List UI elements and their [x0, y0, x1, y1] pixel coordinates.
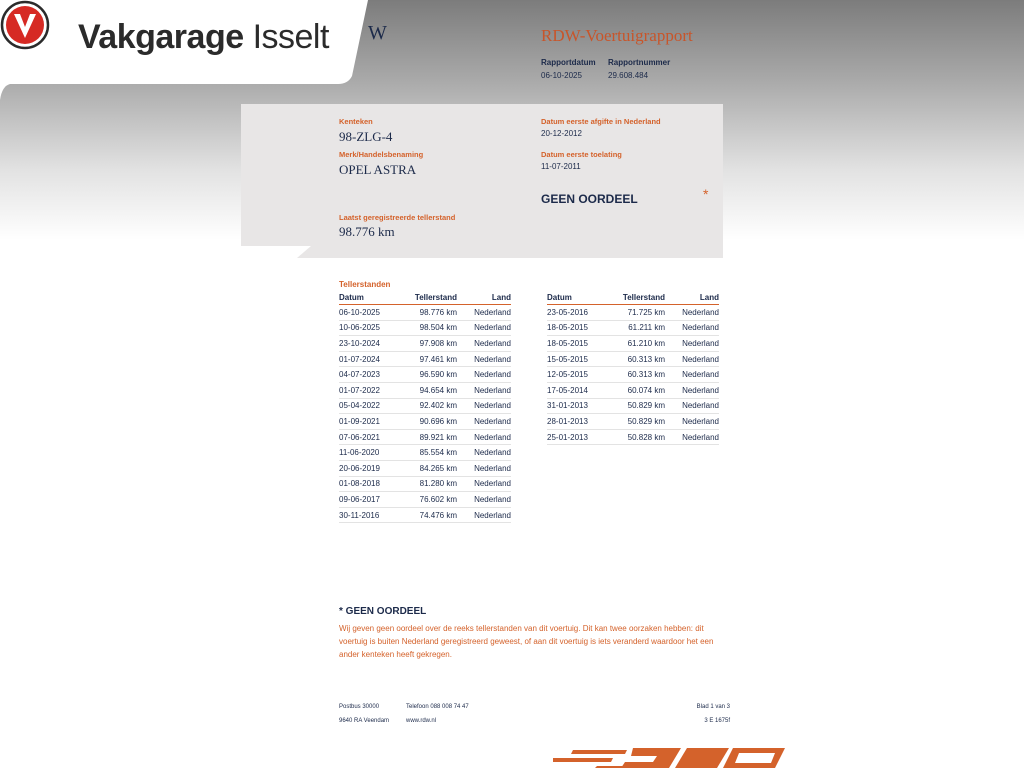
column-header-country: Land	[665, 292, 719, 305]
table-row	[547, 305, 719, 321]
table-row	[547, 429, 719, 445]
cell-date: 23-05-2016	[547, 305, 619, 321]
table-row	[547, 351, 719, 367]
table-row	[339, 320, 511, 336]
cell-date: 20-06-2019	[339, 460, 411, 476]
cell-reading: 74.476 km	[411, 507, 457, 523]
cell-reading: 76.602 km	[411, 492, 457, 508]
plate-value: 98-ZLG-4	[339, 129, 393, 144]
table-row	[339, 460, 511, 476]
cell-country: Nederland	[457, 336, 511, 352]
verdict-asterisk: *	[703, 186, 709, 202]
cell-country: Nederland	[457, 398, 511, 414]
rdw-stripes-logo-icon	[553, 746, 785, 768]
cell-country: Nederland	[665, 351, 719, 367]
logo-banner	[0, 0, 370, 100]
cell-country: Nederland	[665, 382, 719, 398]
cell-reading: 61.211 km	[619, 320, 665, 336]
cell-reading: 50.828 km	[619, 429, 665, 445]
note-text: Wij geven geen oordeel over de reeks tellerstanden van dit voertuig. Dit kan twee oorzaken hebben: dit voertuig is buiten Nederland geregistreerd geweest, of aan dit voertuig is iets veranderd waardoor het een ander kenteken heeft gekregen.	[339, 624, 714, 659]
cell-date: 18-05-2015	[547, 336, 619, 352]
last-odometer-value: 98.776 km	[339, 224, 395, 239]
make-label: Merk/Handelsbenaming	[339, 150, 424, 159]
cell-date: 15-05-2015	[547, 351, 619, 367]
table-row	[339, 305, 511, 321]
footer-code: 3 E 1675f	[704, 718, 730, 724]
cell-date: 06-10-2025	[339, 305, 411, 321]
card-corner-fold	[241, 246, 311, 260]
cell-country: Nederland	[665, 320, 719, 336]
footer-page-number: Blad 1 van 3	[696, 704, 730, 710]
first-admission-label: Datum eerste toelating	[541, 150, 622, 159]
report-number-label: Rapportnummer	[608, 58, 671, 67]
cell-reading: 98.504 km	[411, 320, 457, 336]
column-header-reading: Tellerstand	[619, 292, 665, 305]
table-row	[339, 476, 511, 492]
cell-country: Nederland	[665, 429, 719, 445]
cell-reading: 85.554 km	[411, 445, 457, 461]
cell-country: Nederland	[665, 367, 719, 383]
cell-reading: 89.921 km	[411, 429, 457, 445]
cell-reading: 92.402 km	[411, 398, 457, 414]
cell-reading: 61.210 km	[619, 336, 665, 352]
cell-date: 31-01-2013	[547, 398, 619, 414]
footer-address-line-1: Postbus 30000	[339, 704, 380, 710]
column-header-country: Land	[457, 292, 511, 305]
cell-country: Nederland	[457, 476, 511, 492]
cell-date: 01-09-2021	[339, 414, 411, 430]
cell-date: 30-11-2016	[339, 507, 411, 523]
first-registration-nl-value: 20-12-2012	[541, 129, 582, 138]
footer-phone: Telefoon 088 008 74 47	[406, 704, 469, 710]
cell-date: 09-06-2017	[339, 492, 411, 508]
column-header-reading: Tellerstand	[411, 292, 457, 305]
table-row	[339, 382, 511, 398]
first-admission-value: 11-07-2011	[541, 162, 581, 171]
cell-country: Nederland	[457, 382, 511, 398]
table-row	[339, 492, 511, 508]
cell-country: Nederland	[665, 305, 719, 321]
plate-label: Kenteken	[339, 117, 373, 126]
cell-date: 01-08-2018	[339, 476, 411, 492]
odometer-table-left	[339, 292, 511, 523]
cell-date: 12-05-2015	[547, 367, 619, 383]
cell-date: 11-06-2020	[339, 445, 411, 461]
odometer-section-title: Tellerstanden	[339, 280, 391, 289]
table-row	[547, 320, 719, 336]
table-row	[547, 414, 719, 430]
table-header-row	[547, 292, 719, 305]
footer-website[interactable]: www.rdw.nl	[406, 718, 437, 724]
cell-date: 25-01-2013	[547, 429, 619, 445]
footer-address-line-2: 9640 RA Veendam	[339, 718, 390, 724]
table-row	[339, 414, 511, 430]
cell-date: 01-07-2024	[339, 351, 411, 367]
cell-country: Nederland	[457, 367, 511, 383]
cell-country: Nederland	[457, 305, 511, 321]
table-row	[339, 351, 511, 367]
cell-reading: 71.725 km	[619, 305, 665, 321]
table-row	[339, 507, 511, 523]
cell-reading: 98.776 km	[411, 305, 457, 321]
cell-country: Nederland	[457, 445, 511, 461]
cell-reading: 50.829 km	[619, 398, 665, 414]
cell-date: 17-05-2014	[547, 382, 619, 398]
table-row	[547, 367, 719, 383]
cell-date: 04-07-2023	[339, 367, 411, 383]
make-value: OPEL ASTRA	[339, 162, 417, 177]
table-row	[547, 336, 719, 352]
cell-country: Nederland	[457, 492, 511, 508]
cell-date: 05-04-2022	[339, 398, 411, 414]
last-odometer-label: Laatst geregistreerde tellerstand	[339, 213, 456, 222]
cell-reading: 81.280 km	[411, 476, 457, 492]
cell-country: Nederland	[665, 336, 719, 352]
report-date-label: Rapportdatum	[541, 58, 596, 67]
cell-date: 28-01-2013	[547, 414, 619, 430]
verdict-text: GEEN OORDEEL	[541, 192, 638, 206]
table-row	[339, 398, 511, 414]
cell-country: Nederland	[457, 320, 511, 336]
cell-date: 18-05-2015	[547, 320, 619, 336]
cell-reading: 50.829 km	[619, 414, 665, 430]
table-row	[339, 336, 511, 352]
cell-reading: 60.313 km	[619, 351, 665, 367]
report-title: RDW-Voertuigrapport	[541, 26, 693, 45]
table-header-row	[339, 292, 511, 305]
vakgarage-logo-icon	[0, 0, 50, 50]
table-row	[339, 429, 511, 445]
report-number-value: 29.608.484	[608, 71, 649, 80]
odometer-table-right	[547, 292, 719, 445]
cell-reading: 97.461 km	[411, 351, 457, 367]
cell-country: Nederland	[457, 507, 511, 523]
table-row	[547, 398, 719, 414]
cell-country: Nederland	[457, 414, 511, 430]
cell-date: 10-06-2025	[339, 320, 411, 336]
cell-country: Nederland	[457, 460, 511, 476]
column-header-date: Datum	[339, 292, 411, 305]
logo-wordmark: Vakgarage Isselt	[78, 18, 329, 56]
cell-date: 01-07-2022	[339, 382, 411, 398]
cell-date: 07-06-2021	[339, 429, 411, 445]
cell-date: 23-10-2024	[339, 336, 411, 352]
cell-reading: 60.074 km	[619, 382, 665, 398]
table-row	[339, 367, 511, 383]
first-registration-nl-label: Datum eerste afgifte in Nederland	[541, 117, 661, 126]
column-header-date: Datum	[547, 292, 619, 305]
cell-reading: 97.908 km	[411, 336, 457, 352]
table-row	[339, 445, 511, 461]
cell-reading: 94.654 km	[411, 382, 457, 398]
cell-reading: 84.265 km	[411, 460, 457, 476]
table-row	[547, 382, 719, 398]
cell-reading: 60.313 km	[619, 367, 665, 383]
cell-country: Nederland	[665, 414, 719, 430]
cell-country: Nederland	[457, 351, 511, 367]
vehicle-info-card	[241, 104, 723, 258]
cell-country: Nederland	[665, 398, 719, 414]
cell-reading: 96.590 km	[411, 367, 457, 383]
report-date-value: 06-10-2025	[541, 71, 582, 80]
note-title: * GEEN OORDEEL	[339, 606, 427, 617]
partial-header-text: W	[368, 22, 387, 44]
cell-country: Nederland	[457, 429, 511, 445]
cell-reading: 90.696 km	[411, 414, 457, 430]
